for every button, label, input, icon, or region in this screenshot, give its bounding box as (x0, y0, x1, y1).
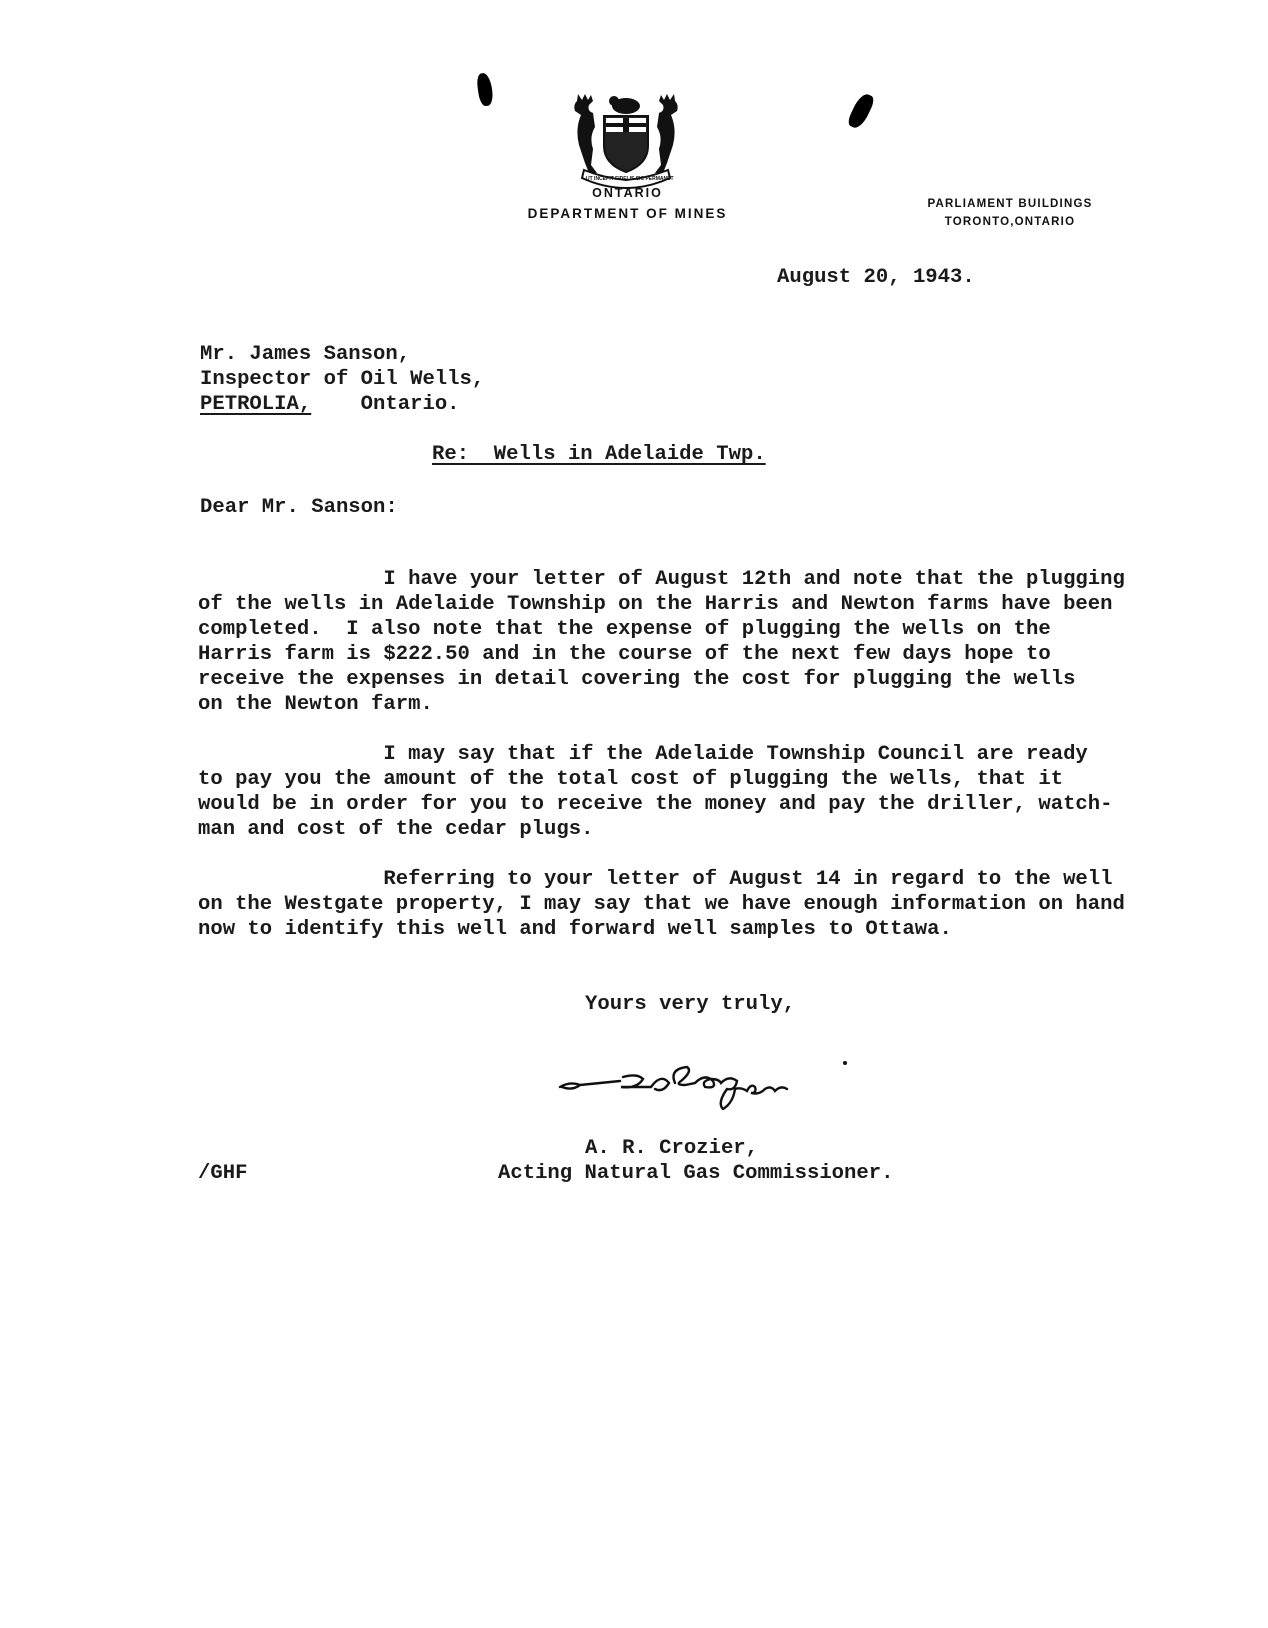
ontario-coat-of-arms-logo (566, 90, 686, 190)
body-line: of the wells in Adelaide Township on the Harris and Newton farms have been (198, 593, 1113, 616)
typist-initials: /GHF (198, 1162, 248, 1185)
body-line: I have your letter of August 12th and note that the plugging (198, 568, 1125, 591)
recipient-name: Mr. James Sanson, (200, 343, 411, 366)
address-line-1: PARLIAMENT BUILDINGS (927, 198, 1093, 210)
subject-line: Re: Wells in Adelaide Twp. (432, 443, 766, 466)
recipient-province: Ontario. (360, 393, 460, 416)
body-line: Referring to your letter of August 14 in regard to the well (198, 868, 1113, 891)
letter-date: August 20, 1943. (777, 266, 975, 289)
body-line: completed. I also note that the expense of plugging the wells on the (198, 618, 1051, 641)
recipient-city: PETROLIA, (200, 393, 312, 416)
body-line: receive the expenses in detail covering the cost for plugging the wells (198, 668, 1076, 691)
recipient-location (200, 392, 460, 417)
crest-motto: UT INCEPIT FIDELIS SIC PERMANET (586, 176, 674, 182)
address-line-2: TORONTO,ONTARIO (944, 216, 1076, 228)
department-name: DEPARTMENT OF MINES (527, 206, 728, 221)
body-line: Harris farm is $222.50 and in the course of the next few days hope to (198, 643, 1051, 666)
body-line: to pay you the amount of the total cost of plugging the wells, that it (198, 768, 1064, 791)
body-line: now to identify this well and forward well samples to Ottawa. (198, 918, 952, 941)
ink-blot (846, 91, 876, 130)
org-name: ONTARIO (592, 186, 663, 200)
body-line: man and cost of the cedar plugs. (198, 818, 594, 841)
body-line: I may say that if the Adelaide Township Council are ready (198, 743, 1088, 766)
recipient-title: Inspector of Oil Wells, (200, 368, 485, 391)
signer-name: A. R. Crozier, (585, 1137, 759, 1160)
closing: Yours very truly, (585, 993, 796, 1016)
body-line: on the Newton farm. (198, 693, 433, 716)
salutation: Dear Mr. Sanson: (200, 496, 398, 519)
ink-blot (476, 72, 494, 107)
body-line: on the Westgate property, I may say that we have enough information on hand (198, 893, 1125, 916)
signer-title: Acting Natural Gas Commissioner. (498, 1162, 894, 1185)
body-line: would be in order for you to receive the money and pay the driller, watch- (198, 793, 1113, 816)
handwritten-signature (555, 1055, 895, 1110)
